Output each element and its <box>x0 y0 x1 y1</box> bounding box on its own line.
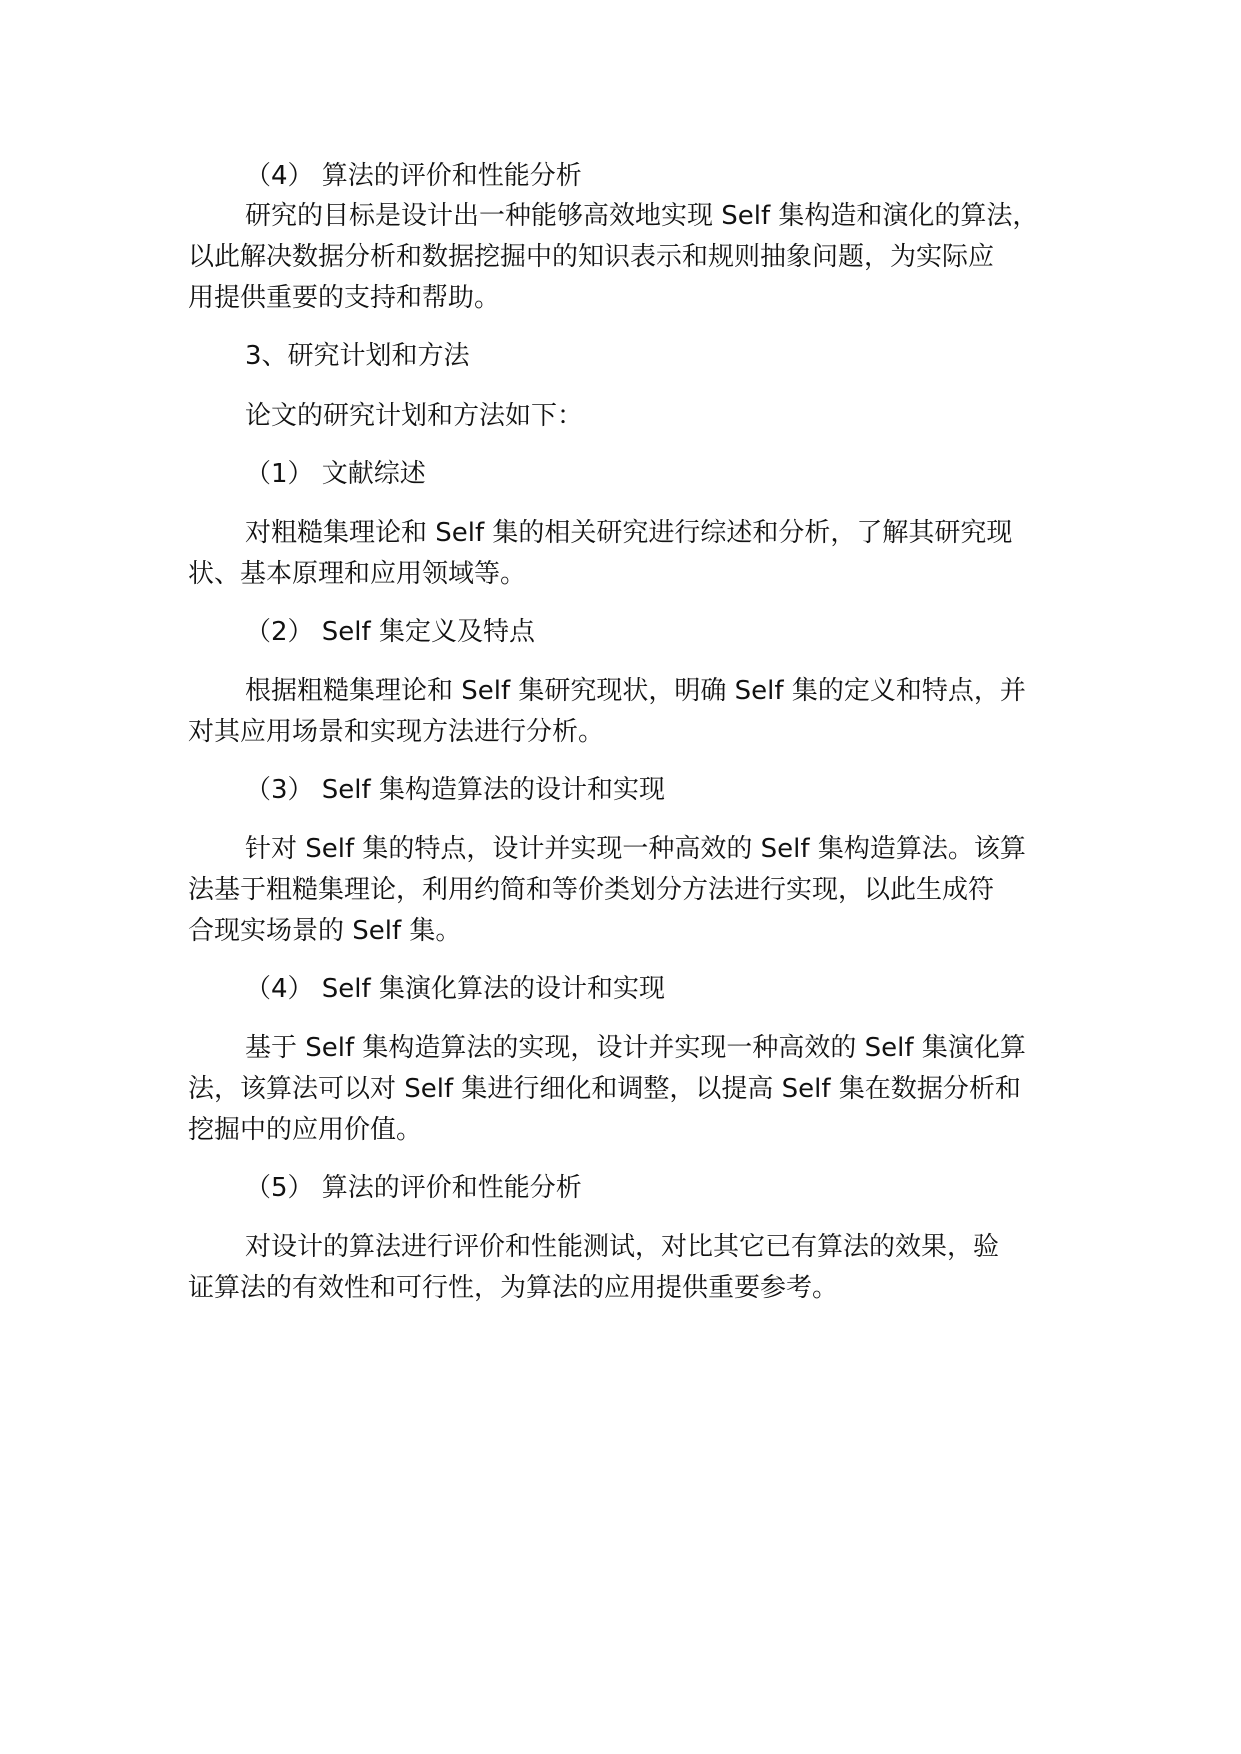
paragraph-plan-intro: 论文的研究计划和方法如下： <box>245 401 584 431</box>
paragraph-construction-line-3: 合现实场景的 Self 集。 <box>188 916 462 946</box>
paragraph-evolution-line-3: 挖掘中的应用价值。 <box>188 1115 423 1145</box>
subheading-3-construction: （3） Self 集构造算法的设计和实现 <box>245 775 665 805</box>
paragraph-construction-line-2: 法基于粗糙集理论，利用约简和等价类划分方法进行实现，以此生成符 <box>188 875 995 905</box>
subheading-5-evaluation: （5） 算法的评价和性能分析 <box>245 1173 582 1203</box>
paragraph-goal-line-1: 研究的目标是设计出一种能够高效地实现 Self 集构造和演化的算法， <box>245 201 1039 231</box>
paragraph-construction-line-1: 针对 Self 集的特点，设计并实现一种高效的 Self 集构造算法。该算 <box>245 834 1026 864</box>
subheading-2-definition: （2） Self 集定义及特点 <box>245 617 535 647</box>
subheading-4-evolution: （4） Self 集演化算法的设计和实现 <box>245 974 665 1004</box>
paragraph-evaluation-line-1: 对设计的算法进行评价和性能测试，对比其它已有算法的效果，验 <box>245 1232 1000 1262</box>
paragraph-evolution-line-1: 基于 Self 集构造算法的实现，设计并实现一种高效的 Self 集演化算 <box>245 1033 1026 1063</box>
paragraph-evolution-line-2: 法，该算法可以对 Self 集进行细化和调整，以提高 Self 集在数据分析和 <box>188 1074 1021 1104</box>
paragraph-literature-line-2: 状、基本原理和应用领域等。 <box>188 559 527 589</box>
subheading-4-evaluation: （4） 算法的评价和性能分析 <box>245 161 582 191</box>
paragraph-evaluation-line-2: 证算法的有效性和可行性，为算法的应用提供重要参考。 <box>188 1273 839 1303</box>
section-heading-3: 3、研究计划和方法 <box>245 341 470 371</box>
subheading-1-literature: （1） 文献综述 <box>245 459 426 489</box>
paragraph-definition-line-1: 根据粗糙集理论和 Self 集研究现状，明确 Self 集的定义和特点，并 <box>245 676 1026 706</box>
paragraph-goal-line-3: 用提供重要的支持和帮助。 <box>188 283 501 313</box>
paragraph-goal-line-2: 以此解决数据分析和数据挖掘中的知识表示和规则抽象问题，为实际应 <box>188 242 995 272</box>
paragraph-definition-line-2: 对其应用场景和实现方法进行分析。 <box>188 717 605 747</box>
paragraph-literature-line-1: 对粗糙集理论和 Self 集的相关研究进行综述和分析，了解其研究现 <box>245 518 1013 548</box>
